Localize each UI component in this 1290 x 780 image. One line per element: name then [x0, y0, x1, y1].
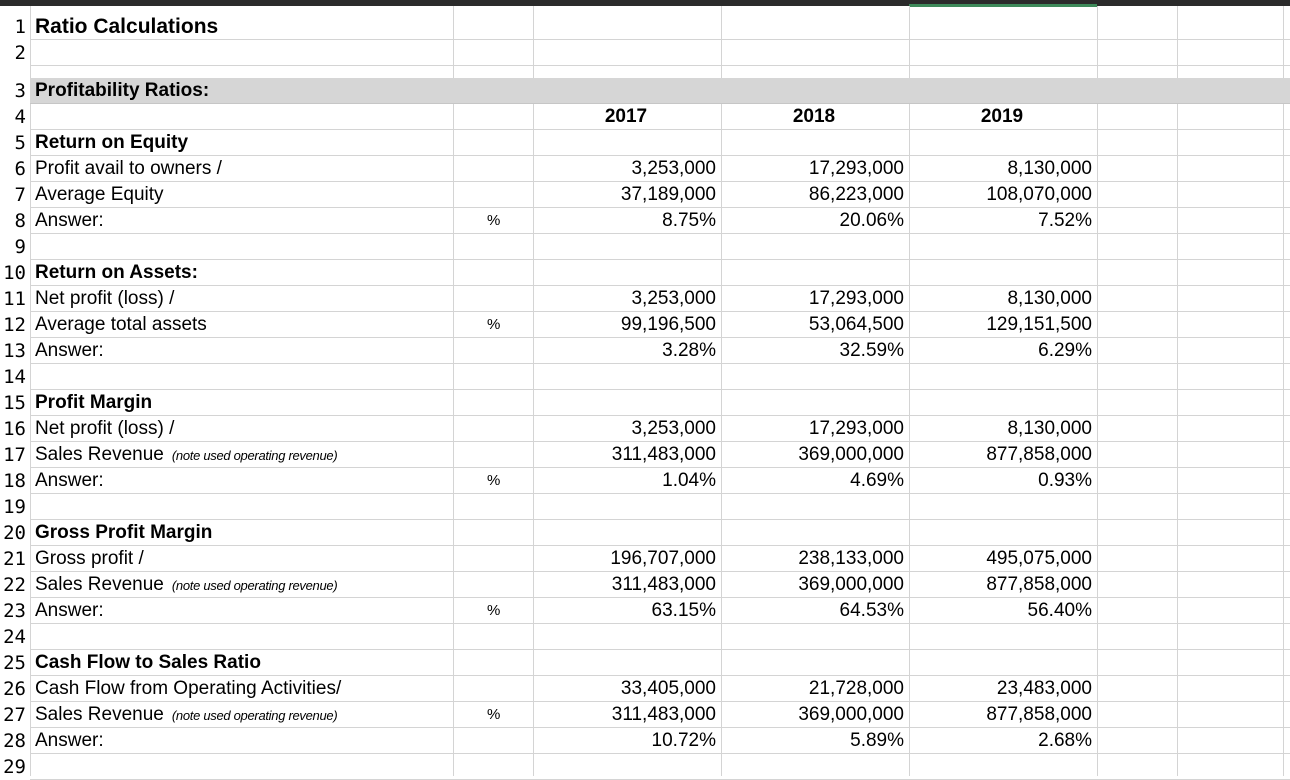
row-header[interactable]: 5 [0, 130, 30, 156]
row-header[interactable]: 2 [0, 40, 30, 66]
numerator-value[interactable]: 495,075,000 [986, 548, 1092, 569]
answer-value[interactable]: 56.40% [1027, 600, 1092, 621]
numerator-value[interactable]: 8,130,000 [1007, 418, 1092, 439]
answer-value[interactable]: 3.28% [662, 340, 716, 361]
denominator-label[interactable] [35, 572, 337, 598]
sheet-row [0, 130, 1290, 156]
sheet-row [0, 598, 1290, 624]
row-header[interactable]: 3 [0, 78, 30, 104]
sheet-row [0, 234, 1290, 260]
numerator-value[interactable]: 238,133,000 [798, 548, 904, 569]
row-header[interactable]: 26 [0, 676, 30, 702]
numerator-value[interactable]: 3,253,000 [631, 418, 716, 439]
numerator-value[interactable]: 17,293,000 [808, 158, 904, 179]
percent-unit[interactable]: % [487, 602, 501, 619]
numerator-value[interactable]: 3,253,000 [631, 288, 716, 309]
answer-label[interactable]: Answer: [35, 340, 104, 361]
sheet-row [0, 416, 1290, 442]
sheet-row [0, 78, 1290, 104]
denominator-value[interactable]: 37,189,000 [620, 184, 716, 205]
section-heading[interactable]: Profitability Ratios: [35, 80, 210, 101]
sheet-row [0, 312, 1290, 338]
sheet-row [0, 208, 1290, 234]
ratio-name[interactable]: Profit Margin [35, 392, 153, 413]
row-header[interactable]: 19 [0, 494, 30, 520]
sheet-row [0, 364, 1290, 390]
answer-value[interactable]: 1.04% [662, 470, 716, 491]
denominator-value[interactable]: 86,223,000 [808, 184, 904, 205]
denominator-value[interactable]: 108,070,000 [986, 184, 1092, 205]
row-header[interactable]: 14 [0, 364, 30, 390]
sheet-row [0, 468, 1290, 494]
denominator-value[interactable]: 99,196,500 [620, 314, 716, 335]
answer-value[interactable]: 10.72% [651, 730, 716, 751]
numerator-value[interactable]: 8,130,000 [1007, 158, 1092, 179]
ratio-name[interactable]: Gross Profit Margin [35, 522, 213, 543]
answer-value[interactable]: 8.75% [662, 210, 716, 231]
denominator-value[interactable]: 369,000,000 [798, 704, 904, 725]
denominator-value[interactable]: 369,000,000 [798, 444, 904, 465]
answer-value[interactable]: 4.69% [850, 470, 904, 491]
numerator-label[interactable]: Cash Flow from Operating Activities/ [35, 678, 342, 699]
row-header[interactable]: 4 [0, 104, 30, 130]
sheet-row [0, 338, 1290, 364]
numerator-label[interactable]: Profit avail to owners / [35, 158, 222, 179]
answer-value[interactable]: 32.59% [839, 340, 904, 361]
numerator-value[interactable]: 196,707,000 [610, 548, 716, 569]
sheet-row [0, 624, 1290, 650]
row-header[interactable]: 22 [0, 572, 30, 598]
row-header[interactable]: 15 [0, 390, 30, 416]
percent-unit[interactable]: % [487, 316, 501, 333]
numerator-value[interactable]: 21,728,000 [808, 678, 904, 699]
ratio-name[interactable]: Return on Assets: [35, 262, 198, 283]
row-header[interactable]: 20 [0, 520, 30, 546]
sheet-row [0, 520, 1290, 546]
percent-unit[interactable]: % [487, 212, 501, 229]
denominator-label[interactable] [35, 442, 337, 468]
sheet-row [0, 260, 1290, 286]
sheet-row [0, 546, 1290, 572]
revenue-note: (note used operating revenue) [171, 708, 338, 723]
denominator-label[interactable]: Average Equity [35, 184, 164, 205]
row-header[interactable]: 10 [0, 260, 30, 286]
row-header[interactable]: 28 [0, 728, 30, 754]
answer-value[interactable]: 0.93% [1038, 470, 1092, 491]
sheet-row [0, 390, 1290, 416]
row-header[interactable]: 11 [0, 286, 30, 312]
answer-label[interactable]: Answer: [35, 470, 104, 491]
sheet-row [0, 442, 1290, 468]
row-header[interactable]: 21 [0, 546, 30, 572]
sheet-row [0, 182, 1290, 208]
numerator-label[interactable]: Gross profit / [35, 548, 144, 569]
sheet-row [0, 676, 1290, 702]
answer-value[interactable]: 63.15% [651, 600, 716, 621]
sheet-row [0, 494, 1290, 520]
denominator-label-text: Sales Revenue [35, 444, 164, 465]
numerator-label[interactable]: Net profit (loss) / [35, 418, 175, 439]
numerator-value[interactable]: 8,130,000 [1007, 288, 1092, 309]
row-header[interactable]: 25 [0, 650, 30, 676]
denominator-label[interactable] [35, 702, 337, 728]
row-header[interactable]: 9 [0, 234, 30, 260]
revenue-note: (note used operating revenue) [171, 448, 338, 463]
denominator-value[interactable]: 311,483,000 [611, 444, 716, 465]
row-header[interactable]: 24 [0, 624, 30, 650]
denominator-label-text: Sales Revenue [35, 704, 164, 725]
sheet-row [0, 728, 1290, 754]
answer-value[interactable]: 64.53% [839, 600, 904, 621]
row-header[interactable]: 7 [0, 182, 30, 208]
answer-label[interactable]: Answer: [35, 600, 104, 621]
row-header[interactable]: 12 [0, 312, 30, 338]
numerator-value[interactable]: 17,293,000 [808, 418, 904, 439]
row-header[interactable]: 23 [0, 598, 30, 624]
numerator-label[interactable]: Net profit (loss) / [35, 288, 175, 309]
denominator-value[interactable]: 877,858,000 [986, 444, 1092, 465]
ratio-name[interactable]: Cash Flow to Sales Ratio [35, 652, 261, 673]
year-header-2017[interactable]: 2017 [604, 106, 648, 127]
answer-value[interactable]: 2.68% [1038, 730, 1092, 751]
percent-unit[interactable]: % [487, 706, 501, 723]
denominator-value[interactable]: 369,000,000 [798, 574, 904, 595]
row-header[interactable]: 18 [0, 468, 30, 494]
selected-column-indicator [909, 4, 1097, 7]
denominator-label-text: Sales Revenue [35, 574, 164, 595]
answer-value[interactable]: 20.06% [839, 210, 904, 231]
denominator-value[interactable]: 129,151,500 [986, 314, 1092, 335]
answer-value[interactable]: 5.89% [850, 730, 904, 751]
row-header[interactable]: 6 [0, 156, 30, 182]
numerator-value[interactable]: 23,483,000 [996, 678, 1092, 699]
sheet-row [0, 754, 1290, 780]
year-header-2019[interactable]: 2019 [980, 106, 1024, 127]
answer-value[interactable]: 6.29% [1038, 340, 1092, 361]
percent-unit[interactable]: % [487, 472, 501, 489]
numerator-value[interactable]: 33,405,000 [620, 678, 716, 699]
numerator-value[interactable]: 3,253,000 [631, 158, 716, 179]
denominator-value[interactable]: 877,858,000 [986, 574, 1092, 595]
denominator-value[interactable]: 53,064,500 [808, 314, 904, 335]
sheet-row [0, 650, 1290, 676]
sheet-row [0, 156, 1290, 182]
row-header[interactable]: 17 [0, 442, 30, 468]
sheet-row [0, 14, 1290, 40]
sheet-row [0, 104, 1290, 130]
revenue-note: (note used operating revenue) [171, 578, 338, 593]
row-header[interactable]: 16 [0, 416, 30, 442]
denominator-value[interactable]: 311,483,000 [611, 704, 716, 725]
row-header[interactable]: 1 [0, 14, 30, 40]
answer-label[interactable]: Answer: [35, 730, 104, 751]
year-header-2018[interactable]: 2018 [792, 106, 836, 127]
denominator-value[interactable]: 877,858,000 [986, 704, 1092, 725]
row-header[interactable]: 27 [0, 702, 30, 728]
ratio-name[interactable]: Return on Equity [35, 132, 189, 153]
denominator-label[interactable]: Average total assets [35, 314, 207, 335]
sheet-title[interactable]: Ratio Calculations [35, 15, 219, 38]
answer-label[interactable]: Answer: [35, 210, 104, 231]
numerator-value[interactable]: 17,293,000 [808, 288, 904, 309]
sheet-row [0, 572, 1290, 598]
row-header[interactable]: 8 [0, 208, 30, 234]
sheet-row [0, 286, 1290, 312]
sheet-row [0, 702, 1290, 728]
denominator-value[interactable]: 311,483,000 [611, 574, 716, 595]
answer-value[interactable]: 7.52% [1038, 210, 1092, 231]
sheet-row [0, 40, 1290, 66]
row-header[interactable]: 13 [0, 338, 30, 364]
row-header[interactable]: 29 [0, 754, 30, 780]
